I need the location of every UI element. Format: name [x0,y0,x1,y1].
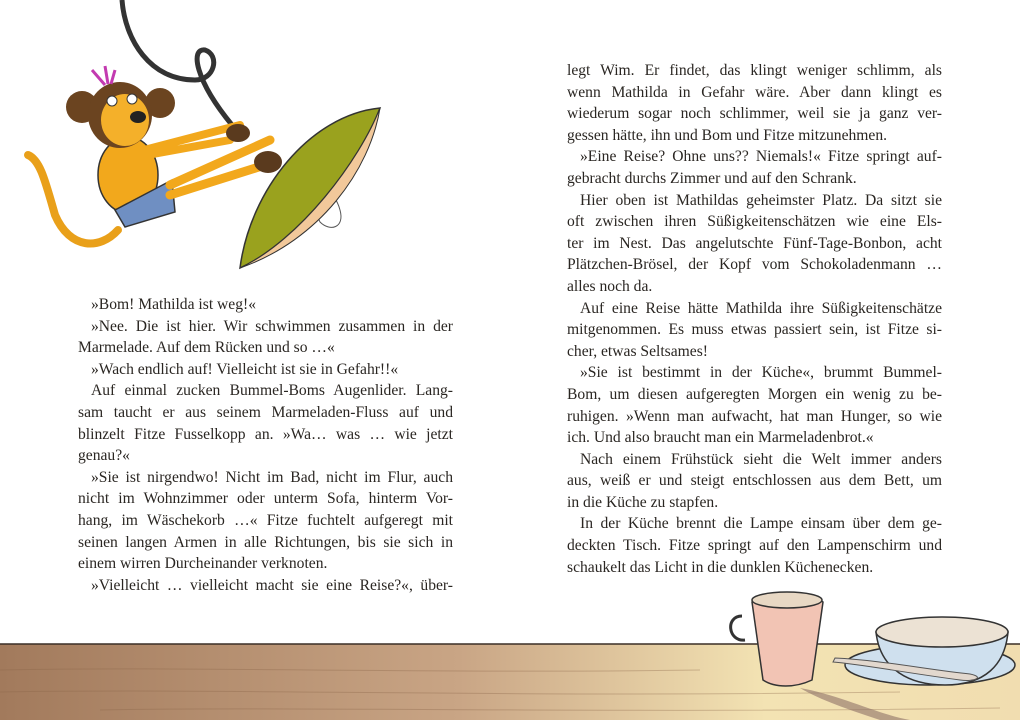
text-line: Nach einem Frühstück sieht die Welt immer anders [580,450,942,468]
text-line: seinen langen Armen in alle Richtungen, bis sie sich in [78,533,453,551]
text-line: »Sie ist nirgendwo! Nicht im Bad, nicht im Flur, auch [91,468,453,486]
text-line: Marmelade. Auf dem Rücken und so …« [78,339,335,357]
text-line: wiederum sogar noch schlimmer, weil sie ja ganz ver- [567,105,942,123]
monkey-nose [130,111,146,123]
monkey-feather [92,66,115,85]
bowl-rim [876,617,1008,647]
text-line: Auf eine Reise hätte Mathilda ihre Süßigkeitenschätze [580,299,942,317]
text-line: ter im Nest. Das angelutschte Fünf-Tage-Bonbon, acht [567,234,942,252]
mug-rim [752,592,822,608]
text-line: deckten Tisch. Fitze springt auf den Lampenschirm und [567,537,942,555]
text-line: wenn Mathilda in Gefahr wäre. Aber dann klingt es [567,83,942,101]
monkey-hand [226,124,250,142]
text-line: oft zwischen ihren Süßigkeitenschätzen wie eine Els- [567,213,942,231]
text-line: ich. Und also braucht man ein Marmeladenbrot.« [567,429,874,447]
text-line: gessen hätte, ihn und Bom und Fitze mitzunehmen. [567,126,888,144]
text-line: legt Wim. Er findet, das klingt weniger schlimm, als [567,62,942,79]
right-page-text [567,60,942,578]
text-line: »Nee. Die ist hier. Wir schwimmen zusammen in der [91,317,453,335]
breakfast-table-illustration [0,580,1020,720]
text-line: »Vielleicht … vielleicht macht sie eine Reise?«, über- [91,576,453,594]
text-line: alles noch da. [567,277,653,295]
text-line: in die Küche zu stapfen. [567,493,719,511]
text-line: sam taucht er aus seinem Marmeladen-Fluss auf und [78,403,453,421]
monkey-eye [127,94,137,104]
text-line: cher, etwas Seltsames! [567,342,708,360]
cup-handle [731,616,745,640]
left-page-text [78,294,453,596]
text-line: mitgenommen. Es muss etwas passiert sein, ist Fitze si- [567,321,942,339]
text-line: einem wirren Durcheinander verknoten. [78,555,328,573]
text-line: gebracht durchs Zimmer und auf den Schrank. [567,169,857,187]
text-line: »Sie ist bestimmt in der Küche«, brummt Bummel- [580,364,942,382]
text-line: »Wach endlich auf! Vielleicht ist sie in Gefahr!!« [91,360,399,378]
text-line: hang, im Wäschekorb …« Fitze fuchtelt aufgeregt mit [78,511,453,529]
text-line: schaukelt das Licht in die dunklen Küchenecken. [567,558,874,576]
monkey-lamp-illustration [0,0,400,290]
text-line: Bom, um diesen aufgeregten Morgen ein wenig zu be- [567,385,942,403]
text-line: Plätzchen-Brösel, der Kopf vom Schokoladenmann … [567,256,942,274]
text-line: Auf einmal zucken Bummel-Boms Augenlider. Lang- [91,382,453,400]
text-line: blinzelt Fitze Fusselkopp an. »Wa… was … wie jetzt [78,425,453,443]
text-line: ruhigen. »Wenn man aufwacht, hat man Hunger, so wie [567,407,942,425]
text-line: »Eine Reise? Ohne uns?? Niemals!« Fitze springt auf- [580,148,942,166]
text-line: »Bom! Mathilda ist weg!« [91,296,257,313]
text-line: nicht im Wohnzimmer oder unterm Sofa, hinterm Vor- [78,490,453,508]
monkey-eye [107,96,117,106]
lamp-shade [240,108,380,268]
monkey-foot [254,151,282,173]
text-line: genau?« [78,447,130,465]
text-line: Hier oben ist Mathildas geheimster Platz. Da sitzt sie [580,191,942,209]
text-line: aus, weiß er und steigt entschlossen aus dem Bett, um [567,472,942,490]
text-line: In der Küche brennt die Lampe einsam über dem ge- [580,515,942,533]
